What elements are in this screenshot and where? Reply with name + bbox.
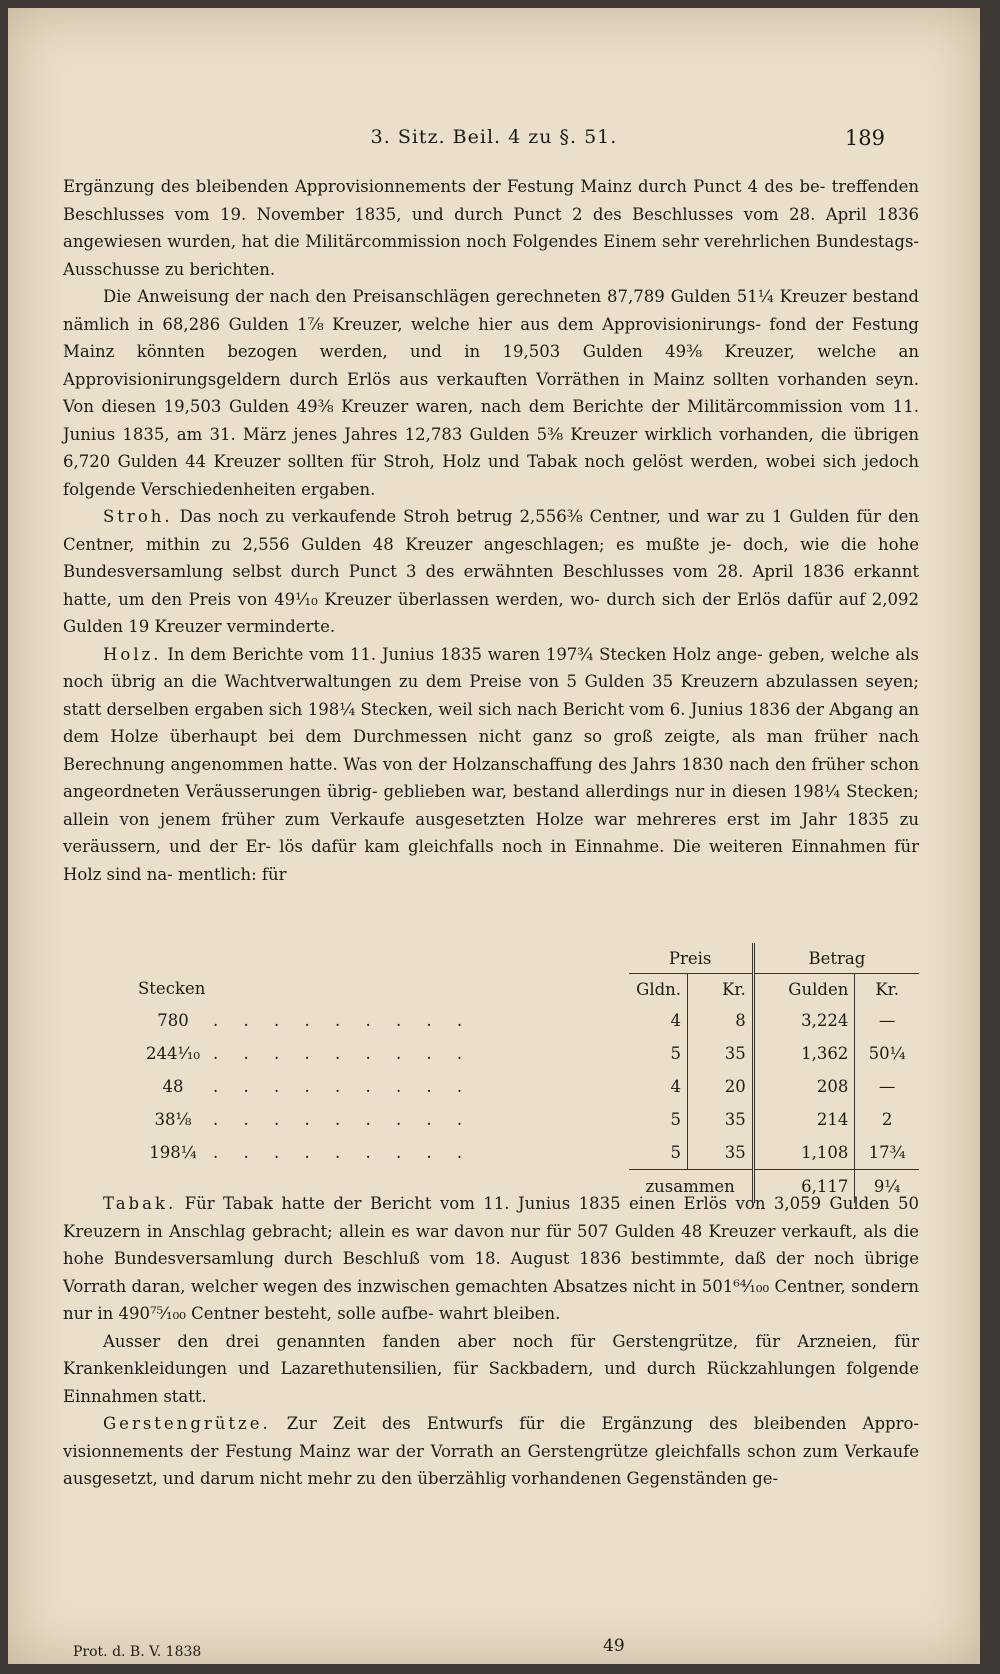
row-gld: 5	[629, 1037, 688, 1070]
signature-mark: Prot. d. B. V. 1838	[73, 1644, 202, 1660]
holz-table	[63, 943, 919, 1203]
page-header	[8, 126, 980, 156]
page-number: 189	[844, 126, 885, 150]
gerste-text: Zur Zeit des Entwurfs für die Ergänzung des bleibenden Appro- visionnements der Festung Mainz war der Vorrath an Gerstengrütze gleichfalls schon zum Verkaufe ausgesetzt, und darum nicht mehr zu den überzählig vorhandenen Gegenständen ge-	[63, 1414, 919, 1488]
table-row	[63, 1136, 919, 1170]
row-bk: —	[878, 1077, 896, 1096]
paragraph-stroh	[63, 503, 919, 641]
paragraph-holz	[63, 641, 919, 889]
paragraph-gerste	[63, 1410, 919, 1493]
table-row	[63, 1004, 919, 1037]
gulden-header: Gulden	[753, 974, 855, 1005]
preis-header: Preis	[629, 943, 754, 974]
leader-dots: . . . . . . . . .	[213, 1143, 473, 1163]
row-bk: 50¼	[868, 1044, 906, 1063]
leader-dots: . . . . . . . . .	[213, 1044, 473, 1063]
row-kr: 35	[688, 1136, 754, 1170]
row-gld: 4	[629, 1070, 688, 1103]
sum-label: zusammen	[629, 1170, 754, 1204]
row-qty: 38⅛	[154, 1110, 192, 1129]
stroh-text: Das noch zu verkaufende Stroh betrug 2,556⅜ Centner, und war zu 1 Gulden für den Centner, mithin zu 2,556 Gulden 48 Kreuzer angeschlagen; es mußte je- doch, wie die hohe Bundesversamlung selbst durch Punct 3 des erwähnten Beschlusses vom 28. April 1836 erkannt hatte, um den Preis von 49¹⁄₁₀ Kreuzer überlassen werden, wo- durch sich der Erlös dafür auf 2,092 Gulden 19 Kreuzer verminderte.	[63, 507, 919, 636]
body-text	[63, 173, 919, 888]
row-kr: 35	[688, 1103, 754, 1136]
row-kr: 8	[688, 1004, 754, 1037]
table-head-row-1	[63, 943, 919, 974]
row-bg: 208	[753, 1070, 855, 1103]
row-bg: 1,362	[753, 1037, 855, 1070]
row-bg: 3,224	[753, 1004, 855, 1037]
paragraph-1: Ergänzung des bleibenden Approvisionnements der Festung Mainz durch Punct 4 des be- treffenden Beschlusses vom 19. November 1835, und durch Punct 2 des Beschlusses vom 28. April 1836 angewiesen wurden, hat die Militärcommission noch Folgendes Einem sehr verehrlichen Bundestags-Ausschusse zu berichten.	[63, 177, 919, 279]
row-gld: 5	[629, 1103, 688, 1136]
row-qty: 48	[162, 1077, 184, 1096]
row-gld: 4	[629, 1004, 688, 1037]
running-title: 3. Sitz. Beil. 4 zu §. 51.	[370, 126, 618, 148]
row-kr: 20	[688, 1070, 754, 1103]
body-text-2	[63, 1190, 919, 1493]
paragraph-ausser: Ausser den drei genannten fanden aber noch für Gerstengrütze, für Arzneien, für Krankenkleidungen und Lazarethutensilien, für Sackbadern, und durch Rückzahlungen folgende Einnahmen statt.	[63, 1331, 919, 1406]
paragraph-2: Die Anweisung der nach den Preisanschlägen gerechneten 87,789 Gulden 51¼ Kreuzer bestand nämlich in 68,286 Gulden 1⅞ Kreuzer, welche hier aus dem Approvisionirungs- fond der Festung Mainz könnten bezogen werden, und in 19,503 Gulden 49⅜ Kreuzer, welche an Approvisionirungsgeldern durch Erlös aus verkauften Vorräthen in Mainz sollten vorhanden seyn. Von diesen 19,503 Gulden 49⅜ Kreuzer waren, nach dem Berichte der Militärcommission vom 11. Junius 1835, am 31. März jenes Jahres 12,783 Gulden 5⅜ Kreuzer wirklich vorhanden, die übrigen 6,720 Gulden 44 Kreuzer sollten für Stroh, Holz und Tabak noch gelöst werden, wobei sich jedoch folgende Verschiedenheiten ergaben.	[63, 287, 919, 499]
holz-label: Holz.	[103, 644, 162, 664]
stecken-header: Stecken	[138, 979, 206, 999]
row-bk: —	[878, 1011, 896, 1030]
holz-text: In dem Berichte vom 11. Junius 1835 waren 197¾ Stecken Holz ange- geben, welche als noch übrig an die Wachtverwaltungen zu dem Preise von 5 Gulden 35 Kreuzern abzulassen seyen; statt derselben ergaben sich 198¼ Stecken, weil sich nach Bericht vom 6. Junius 1836 der Abgang an dem Holze überhaupt bei dem Durchmessen nicht ganz so groß zeigte, als man früher nach Berechnung angenommen hatte. Was von der Holzanschaffung des Jahrs 1830 nach den früher schon angeordneten Veräusserungen übrig- geblieben war, bestand allerdings nur in diesen 198¼ Stecken; allein von jenem früher zum Verkaufe ausgesetzten Holze war mehreres erst im Jahr 1835 zu veräussern, und der Er- lös dafür kam gleichfalls noch in Einnahme. Die weiteren Einnahmen für Holz sind na- mentlich: für	[63, 644, 920, 884]
row-kr: 35	[688, 1037, 754, 1070]
tabak-label: Tabak.	[103, 1194, 177, 1213]
table-head-row-2	[63, 974, 919, 1005]
row-bk: 17¾	[868, 1143, 906, 1162]
leader-dots: . . . . . . . . .	[213, 1110, 473, 1129]
sum-bg: 6,117	[753, 1170, 855, 1204]
table-row	[63, 1070, 919, 1103]
row-bk: 2	[881, 1110, 893, 1129]
stroh-label: Stroh.	[103, 507, 173, 526]
kr2-header: Kr.	[855, 974, 919, 1005]
betrag-header: Betrag	[808, 948, 866, 968]
row-qty: 780	[157, 1011, 189, 1030]
paragraph-tabak	[63, 1190, 919, 1328]
gld-header: Gldn.	[629, 974, 688, 1005]
document-page	[8, 8, 980, 1664]
leader-dots: . . . . . . . . .	[213, 1077, 473, 1096]
leader-dots: . . . . . . . . .	[213, 1011, 473, 1030]
row-qty: 198¼	[149, 1143, 197, 1163]
tabak-text: Für Tabak hatte der Bericht vom 11. Junius 1835 einen Erlös von 3,059 Gulden 50 Kreuzern in Anschlag gebracht; allein es war davon nur für 507 Gulden 48 Kreuzer verkauft, als die hohe Bundesversamlung durch Beschluß vom 18. August 1836 bestimmte, daß der noch übrige Vorrath daran, welcher wegen des inzwischen gemachten Absatzes nicht in 501⁶⁴⁄₁₀₀ Centner, sondern nur in 490⁷⁵⁄₁₀₀ Centner besteht, solle aufbe- wahrt bleiben.	[63, 1194, 919, 1323]
sheet-number: 49	[603, 1636, 625, 1656]
row-gld: 5	[629, 1136, 688, 1170]
row-bg: 214	[753, 1103, 855, 1136]
table-row	[63, 1103, 919, 1136]
sum-bk: 9¼	[855, 1170, 919, 1204]
kr-header: Kr.	[688, 974, 754, 1005]
row-bg: 1,108	[753, 1136, 855, 1170]
row-qty: 244¹⁄₁₀	[145, 1044, 201, 1063]
table-row	[63, 1037, 919, 1070]
gerste-label: Gerstengrütze.	[103, 1414, 271, 1433]
